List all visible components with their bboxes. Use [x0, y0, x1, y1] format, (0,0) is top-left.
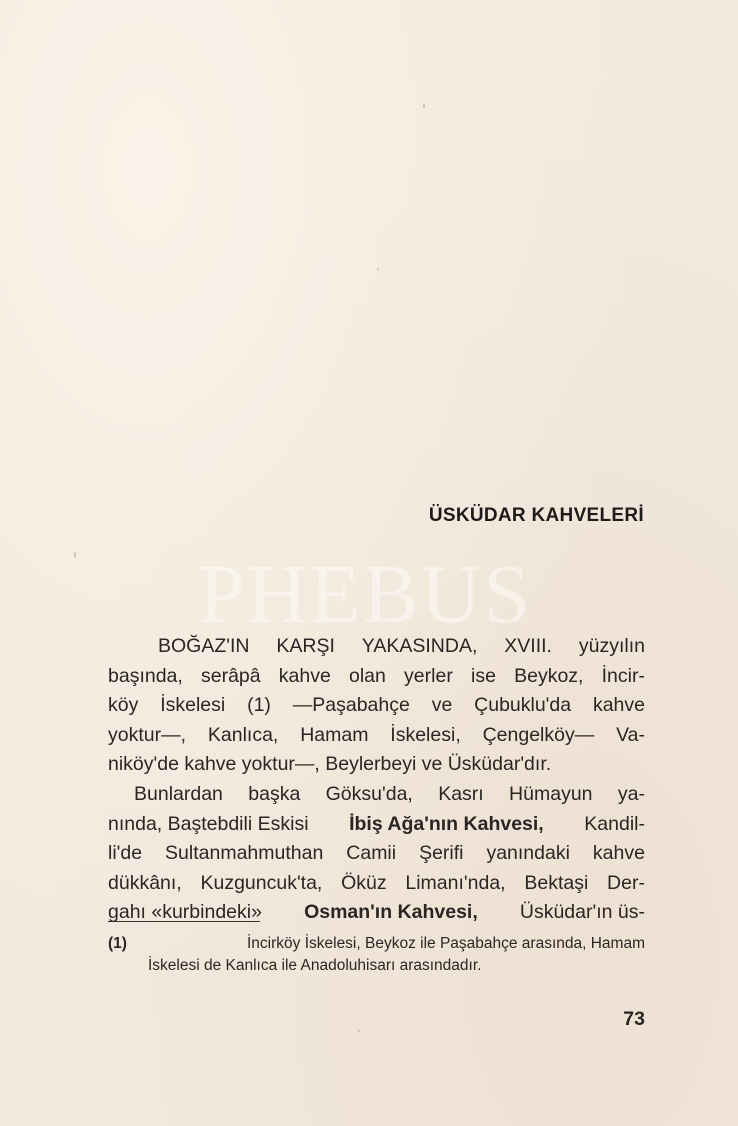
word: kahve [592, 842, 645, 865]
paper-speck [377, 268, 379, 270]
word: kahve [278, 664, 331, 687]
word: Göksu'da, [325, 782, 413, 805]
body-line [108, 898, 645, 928]
word: olan [349, 664, 386, 687]
word: Hamam [300, 723, 369, 746]
paper-speck [74, 552, 76, 558]
word: BOĞAZ'IN [158, 635, 250, 657]
word: başka [248, 782, 301, 805]
footnote-line [108, 933, 645, 955]
body-text [108, 632, 645, 928]
word: Beykoz, [514, 664, 584, 687]
text-run: gahı «kurbindeki» [108, 901, 262, 924]
word: kahve [592, 694, 645, 717]
word: XVIII. [504, 635, 552, 657]
word: ya- [617, 782, 645, 805]
paper-speck [423, 104, 425, 108]
word: Kanlıca, [207, 723, 279, 746]
word: serâpâ [200, 664, 261, 687]
word: Limanı'nda, [405, 871, 506, 894]
word: Bunlardan [134, 782, 223, 805]
body-line [108, 869, 645, 899]
word: Bektaşi [524, 871, 589, 894]
word: ve [431, 694, 453, 717]
word: İskelesi, [390, 723, 461, 746]
word: yoktur—, [108, 723, 187, 746]
word: Çengelköy— [482, 723, 595, 746]
word: Va- [616, 723, 645, 746]
word: Çubuklu'da [474, 694, 572, 717]
footnote-text: İncirköy İskelesi, Beykoz ile Paşabahçe arasında, Hamam [246, 935, 645, 952]
footnote-marker: (1) [108, 935, 127, 952]
body-line [108, 810, 645, 840]
page-number: 73 [623, 1008, 645, 1030]
text-run: Üsküdar'ın üs- [519, 901, 645, 924]
body-line [108, 780, 645, 810]
word: yanındaki [486, 842, 570, 865]
word: KARŞI [276, 635, 335, 657]
body-line [108, 662, 645, 692]
word: Der- [607, 871, 645, 894]
word: Camii [346, 842, 397, 865]
word: köy [108, 694, 139, 717]
word: li'de [108, 842, 143, 865]
word: Sultanmahmuthan [165, 842, 324, 865]
word: başında, [108, 664, 183, 687]
word: Hümayun [509, 782, 593, 805]
word: —Paşabahçe [292, 694, 410, 717]
word: İskelesi [160, 694, 226, 717]
footnote-rule [108, 921, 260, 922]
word: İncir- [601, 664, 645, 687]
text-run: nında, Baştebdili Eskisi [108, 812, 309, 835]
word: (1) [247, 694, 271, 717]
bold-run: Osman'ın Kahvesi, [304, 901, 478, 924]
word: ise [470, 664, 496, 687]
word: Kasrı [438, 782, 484, 805]
watermark: PHEBUS [198, 548, 533, 641]
footnote [108, 933, 645, 977]
word: dükkânı, [108, 871, 182, 894]
bold-run: İbiş Ağa'nın Kahvesi, [349, 812, 544, 835]
body-line [108, 839, 645, 869]
word: yerler [404, 664, 453, 687]
body-line [108, 691, 645, 721]
word: YAKASINDA, [361, 635, 478, 657]
paper-speck [358, 1030, 360, 1032]
body-line [108, 632, 645, 662]
text-run: Kandil- [584, 812, 645, 835]
word: Kuzguncuk'ta, [200, 871, 323, 894]
body-line [108, 721, 645, 751]
footnote-line: İskelesi de Kanlıca ile Anadoluhisarı arasındadır. [148, 957, 482, 974]
word: Öküz [341, 871, 387, 894]
body-line: niköy'de kahve yoktur—, Beylerbeyi ve Üsküdar'dır. [108, 753, 552, 776]
word: yüzyılın [578, 635, 645, 657]
chapter-heading: ÜSKÜDAR KAHVELERİ [428, 505, 644, 526]
word: Şerifi [419, 842, 464, 865]
